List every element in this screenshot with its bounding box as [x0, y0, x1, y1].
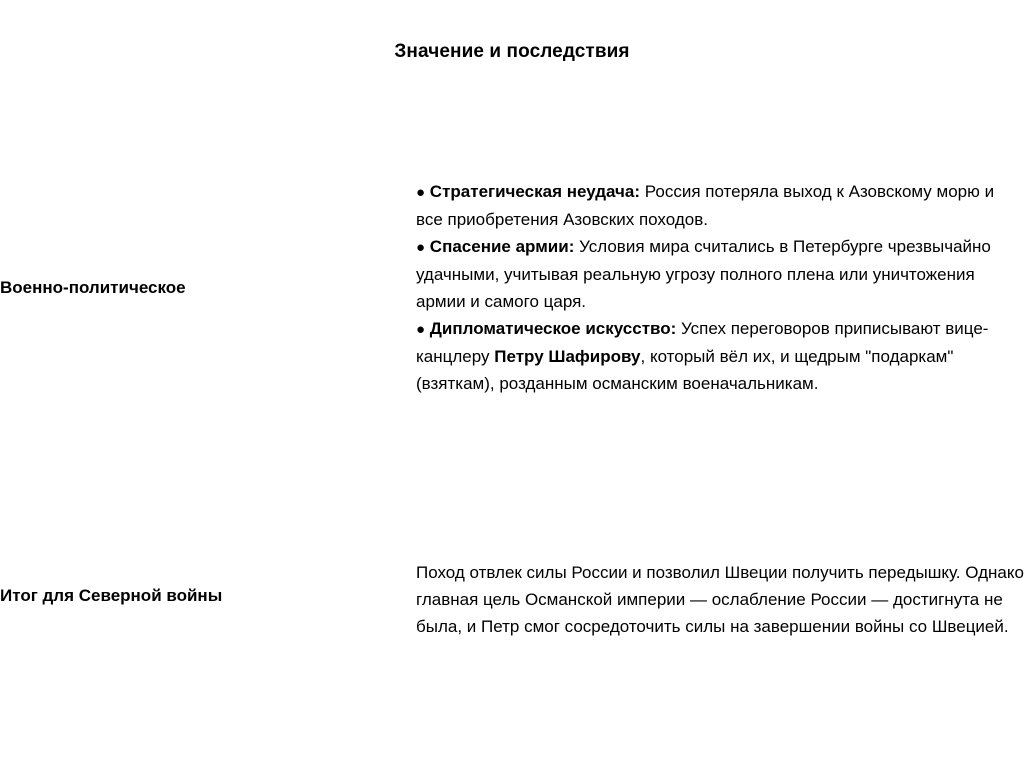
bullet-icon: ● — [416, 321, 426, 338]
bullet-icon: ● — [416, 239, 426, 256]
bullet-item — [416, 315, 1024, 397]
content-table — [0, 150, 1024, 670]
bullet-icon: ● — [416, 184, 426, 201]
bullet-text-before: Успех переговоров приписывают вице-канцлеру — [416, 319, 989, 366]
bullet-item — [416, 178, 1024, 233]
row-body-northern-war-outcome — [416, 521, 1024, 670]
bullet-lead-in: Стратегическая неудача: — [429, 182, 641, 201]
page-title: Значение и последствия — [394, 41, 630, 62]
bullet-text: Условия мира считались в Петербурге чрезвычайно удачными, учитывая реальную угрозу полного плена или уничтожения армии и самого царя. — [416, 237, 991, 311]
bullet-text-after: , который вёл их, и щедрым "подаркам" (взяткам), розданным османским военачальникам. — [416, 347, 954, 393]
spacer-cell-left — [0, 425, 416, 521]
spacer-cell-right — [416, 425, 1024, 521]
bullet-text: Россия потеряла выход к Азовскому морю и все приобретения Азовских походов. — [416, 182, 995, 229]
row-body-military-political — [416, 150, 1024, 425]
bullet-emphasis-person: Петру Шафирову — [494, 347, 641, 366]
table-row — [0, 150, 1024, 425]
row-label-northern-war-outcome: Итог для Северной войны — [0, 585, 223, 605]
row-label-military-political: Военно-политическое — [0, 277, 186, 297]
paragraph-text: Поход отвлек силы России и позволил Швеции получить передышку. Однако главная цель Османской империи — ослабление России — достигнута не была, и Петр смог сосредоточить силы на завершении войны со Швецией. — [416, 563, 1024, 636]
bullet-lead-in: Спасение армии: — [429, 237, 575, 256]
row-spacer — [0, 425, 1024, 521]
bullet-lead-in: Дипломатическое искусство: — [429, 319, 677, 338]
bullet-item — [416, 233, 1024, 315]
table-row — [0, 521, 1024, 670]
